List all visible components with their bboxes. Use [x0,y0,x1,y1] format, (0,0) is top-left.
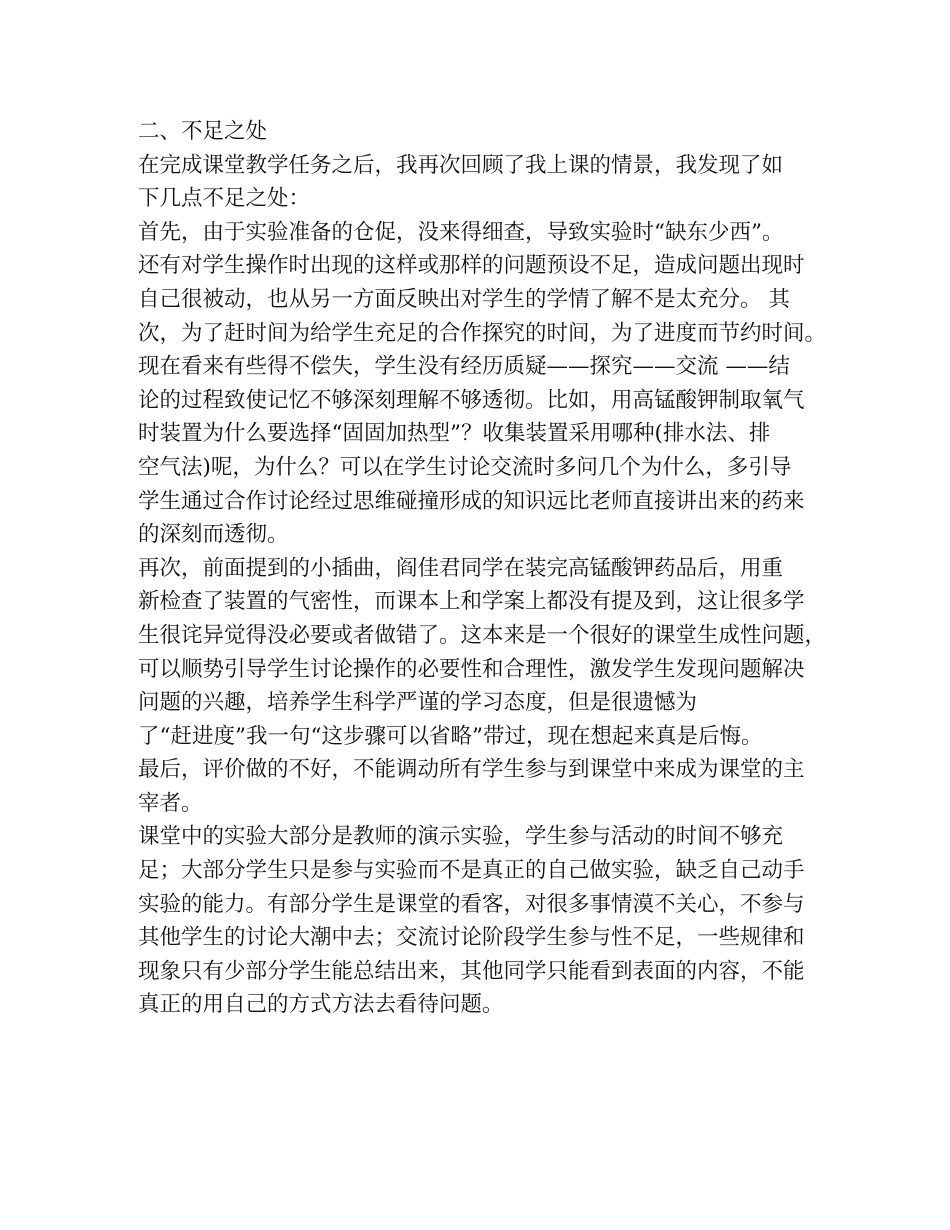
text-line: 现在看来有些得不偿失，学生没有经历质疑——探究——交流 ——结 [138,354,790,380]
text-line: 首先，由于实验准备的仓促，没来得细查，导致实验时“缺东少西”。 [138,219,784,245]
text-line: 论的过程致使记忆不够深刻理解不够透彻。比如，用高锰酸钾制取氧气 [138,387,805,413]
text-line: 学生通过合作讨论经过思维碰撞形成的知识远比老师直接讲出来的药来 [138,488,805,514]
text-line: 下几点不足之处： [138,186,311,212]
text-line: 问题的兴趣，培养学生科学严谨的学习态度，但是很遗憾为 [138,690,698,716]
text-line: 生很诧异觉得没必要或者做错了。这本来是一个很好的课堂生成性问题， [138,622,827,648]
text-line: 实验的能力。有部分学生是课堂的看客，对很多事情漠不关心，不参与 [138,891,805,917]
text-line: 空气法)呢，为什么？可以在学生讨论交流时多问几个为什么，多引导 [138,454,792,480]
text-line: 还有对学生操作时出现的这样或那样的问题预设不足，造成问题出现时 [138,253,805,279]
text-line: 足；大部分学生只是参与实验而不是真正的自己做实验，缺乏自己动手 [138,858,805,884]
text-line: 可以顺势引导学生讨论操作的必要性和合理性，激发学生发现问题解决 [138,656,805,682]
text-line: 次，为了赶时间为给学生充足的合作探究的时间，为了进度而节约时间。 [138,320,827,346]
text-line: 了“赶进度”我一句“这步骤可以省略”带过，现在想起来真是后悔。 [138,723,763,749]
text-line: 课堂中的实验大部分是教师的演示实验，学生参与活动的时间不够充 [138,824,784,850]
document-body [138,115,828,1022]
text-line: 时装置为什么要选择“固固加热型”？收集装置采用哪种(排水法、排 [138,421,771,447]
text-line: 其他学生的讨论大潮中去；交流讨论阶段学生参与性不足，一些规律和 [138,925,805,951]
text-line: 再次，前面提到的小插曲，阎佳君同学在装完高锰酸钾药品后，用重 [138,555,784,581]
section-heading: 二、不足之处 [138,119,268,144]
text-line: 最后，评价做的不好，不能调动所有学生参与到课堂中来成为课堂的主 [138,757,805,783]
text-line: 宰者。 [138,790,203,816]
text-line: 现象只有少部分学生能总结出来，其他同学只能看到表面的内容，不能 [138,958,805,984]
text-line: 自己很被动，也从另一方面反映出对学生的学情了解不是太充分。 其 [138,286,790,312]
text-line: 真正的用自己的方式方法去看待问题。 [138,992,504,1018]
text-line: 新检查了装置的气密性，而课本上和学案上都没有提及到，这让很多学 [138,589,805,615]
text-line: 的深刻而透彻。 [138,522,289,548]
text-line: 在完成课堂教学任务之后，我再次回顾了我上课的情景，我发现了如 [138,152,784,178]
